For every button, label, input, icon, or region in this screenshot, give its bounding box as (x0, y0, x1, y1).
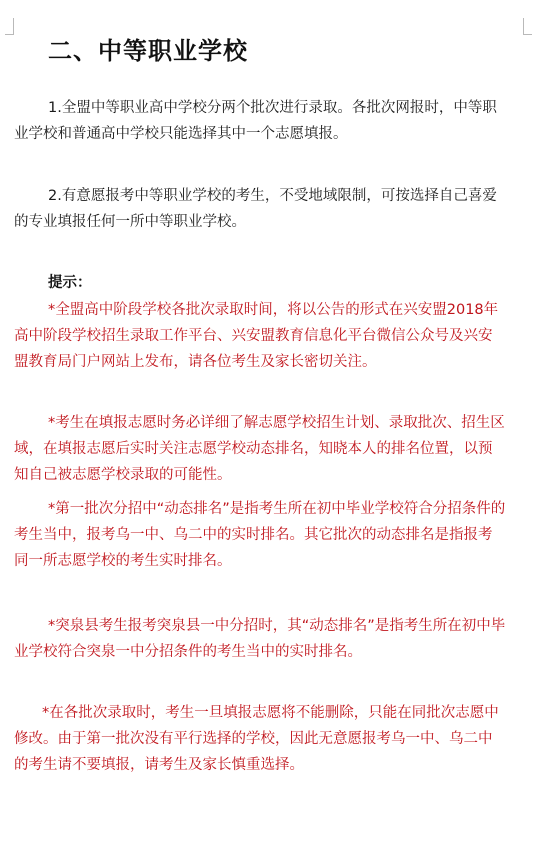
paragraph-2: 2.有意愿报考中等职业学校的考生，不受地域限制，可按选择自己喜爱的专业填报任何一所中等职业学校。 (14, 188, 497, 230)
crop-mark-top-left (5, 18, 14, 35)
tips-label: 提示： (48, 275, 92, 291)
section-heading: 二、中等职业学校 (48, 37, 248, 65)
tip-item-1: *全盟高中阶段学校各批次录取时间，将以公告的形式在兴安盟2018年高中阶段学校招生录取工作平台、兴安盟教育信息化平台微信公众号及兴安盟教育局门户网站上发布，请各位考生及家长密切关注。 (14, 302, 499, 370)
tip-item-5: *在各批次录取时，考生一旦填报志愿将不能删除，只能在同批次志愿中修改。由于第一批次没有平行选择的学校，因此无意愿报考乌一中、乌二中的考生请不要填报，请考生及家长慎重选择。 (14, 705, 499, 773)
crop-mark-top-right (523, 18, 532, 35)
tip-item-3: *第一批次分招中“动态排名”是指考生所在初中毕业学校符合分招条件的考生当中，报考乌一中、乌二中的实时排名。其它批次的动态排名是指报考同一所志愿学校的考生实时排名。 (14, 501, 506, 569)
tip-item-2: *考生在填报志愿时务必详细了解志愿学校招生计划、录取批次、招生区域，在填报志愿后实时关注志愿学校动态排名，知晓本人的排名位置，以预知自己被志愿学校录取的可能性。 (14, 415, 505, 483)
tip-item-4: *突泉县考生报考突泉县一中分招时，其“动态排名”是指考生所在初中毕业学校符合突泉一中分招条件的考生当中的实时排名。 (14, 618, 506, 660)
paragraph-1: 1.全盟中等职业高中学校分两个批次进行录取。各批次网报时，中等职业学校和普通高中学校只能选择其中一个志愿填报。 (14, 100, 497, 142)
